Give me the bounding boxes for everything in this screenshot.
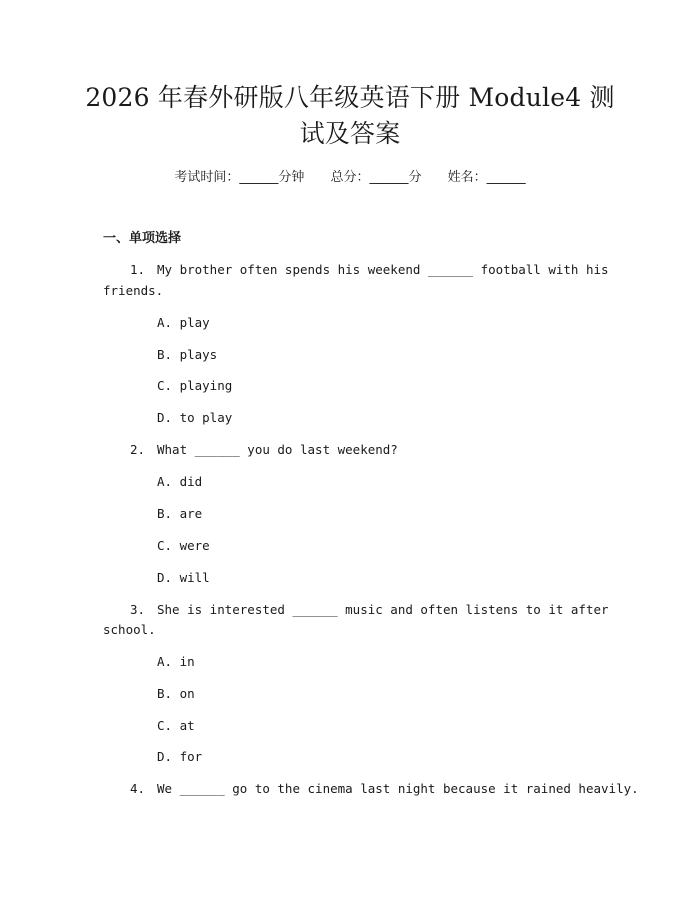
title-line-1: 2026 年春外研版八年级英语下册 Module4 测 xyxy=(85,83,615,112)
option-d: D. will xyxy=(157,570,210,585)
question-number: 3. xyxy=(130,602,146,617)
question-stem: She is interested ______ music and often listens to it after xyxy=(157,602,609,617)
document-title xyxy=(70,80,630,152)
title-line-2: 试及答案 xyxy=(299,119,401,148)
student-name: 姓名：______ xyxy=(447,170,526,185)
option-c: C. at xyxy=(157,718,195,733)
option-d: D. for xyxy=(157,749,203,764)
question-stem-continued: school. xyxy=(103,622,156,637)
exam-time: 考试时间：______分钟 xyxy=(174,170,305,185)
option-a: A. did xyxy=(157,474,203,489)
question-stem-continued: friends. xyxy=(103,283,164,298)
question-number: 4. xyxy=(130,781,146,796)
exam-info xyxy=(0,168,700,188)
question-stem: We ______ go to the cinema last night because it rained heavily. xyxy=(157,781,639,796)
option-a: A. play xyxy=(157,315,210,330)
option-b: B. plays xyxy=(157,347,218,362)
question-stem: My brother often spends his weekend ______ football with his xyxy=(157,262,609,277)
option-d: D. to play xyxy=(157,410,233,425)
section-title: 一、单项选择 xyxy=(103,231,182,246)
option-b: B. on xyxy=(157,686,195,701)
option-c: C. playing xyxy=(157,378,233,393)
total-score: 总分：______分 xyxy=(330,170,422,185)
option-c: C. were xyxy=(157,538,210,553)
question-number: 1. xyxy=(130,262,146,277)
option-b: B. are xyxy=(157,506,203,521)
question-stem: What ______ you do last weekend? xyxy=(157,442,398,457)
option-a: A. in xyxy=(157,654,195,669)
question-number: 2. xyxy=(130,442,146,457)
